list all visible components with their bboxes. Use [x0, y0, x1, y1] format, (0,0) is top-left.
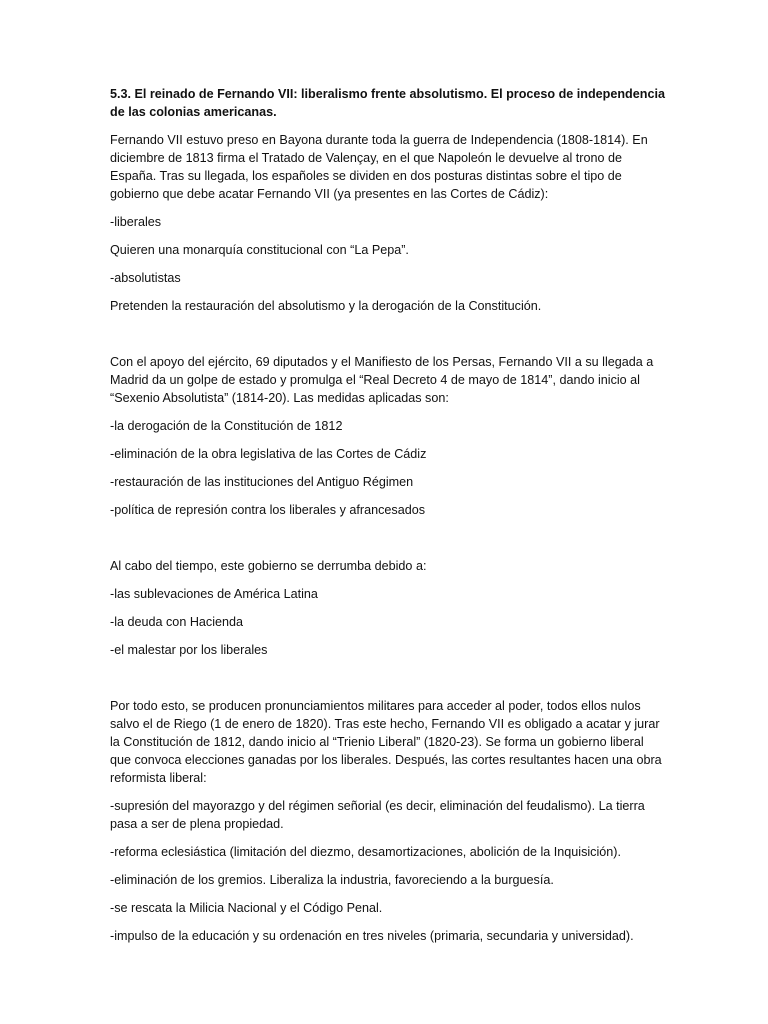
sexenio-paragraph: Con el apoyo del ejército, 69 diputados y el Manifiesto de los Persas, Fernando VII a su llegada a Madrid da un golpe de estado y promulga el “Real Decreto 4 de mayo de 1814”, dando inicio al “Sexenio Absolutista” (1814-20). Las medidas aplicadas son: [110, 355, 654, 405]
document-title: 5.3. El reinado de Fernando VII: liberalismo frente absolutismo. El proceso de independencia de las colonias americanas. [110, 87, 665, 119]
reforma-item: -reforma eclesiástica (limitación del diezmo, desamortizaciones, abolición de la Inquisición). [110, 845, 621, 859]
intro-paragraph: Fernando VII estuvo preso en Bayona durante toda la guerra de Independencia (1808-1814). En diciembre de 1813 firma el Tratado de Valençay, en el que Napoleón le devuelve al trono de España. Tras su llegada, los españoles se dividen en dos posturas distintas sobre el tipo de gobierno que debe acatar Fernando VII (ya presentes en las Cortes de Cádiz): [110, 133, 648, 201]
liberales-text: Quieren una monarquía constitucional con “La Pepa”. [110, 243, 409, 257]
document-body [110, 85, 666, 955]
medida-item: -política de represión contra los liberales y afrancesados [110, 503, 426, 517]
causa-item: -el malestar por los liberales [110, 643, 268, 657]
reforma-item: -eliminación de los gremios. Liberaliza la industria, favoreciendo a la burguesía. [110, 873, 554, 887]
medida-item: -la derogación de la Constitución de 1812 [110, 419, 343, 433]
causa-item: -las sublevaciones de América Latina [110, 587, 318, 601]
absolutistas-text: Pretenden la restauración del absolutismo y la derogación de la Constitución. [110, 299, 542, 313]
absolutistas-label: -absolutistas [110, 271, 181, 285]
medida-item: -restauración de las instituciones del Antiguo Régimen [110, 475, 414, 489]
causa-item: -la deuda con Hacienda [110, 615, 244, 629]
spacer [110, 325, 666, 353]
reforma-item: -impulso de la educación y su ordenación en tres niveles (primaria, secundaria y universidad). [110, 929, 634, 943]
spacer [110, 669, 666, 697]
derrumbe-intro: Al cabo del tiempo, este gobierno se derrumba debido a: [110, 559, 427, 573]
reforma-item: -supresión del mayorazgo y del régimen señorial (es decir, eliminación del feudalismo). La tierra pasa a ser de plena propiedad. [110, 799, 645, 831]
spacer [110, 529, 666, 557]
reforma-item: -se rescata la Milicia Nacional y el Código Penal. [110, 901, 383, 915]
medida-item: -eliminación de la obra legislativa de las Cortes de Cádiz [110, 447, 427, 461]
trienio-paragraph: Por todo esto, se producen pronunciamientos militares para acceder al poder, todos ellos nulos salvo el de Riego (1 de enero de 1820). Tras este hecho, Fernando VII es obligado a acatar y jurar la Constitución de 1812, dando inicio al “Trienio Liberal” (1820-23). Se forma un gobierno liberal que convoca elecciones ganadas por los liberales. Después, las cortes resultantes hacen una obra reformista liberal: [110, 699, 662, 785]
liberales-label: -liberales [110, 215, 162, 229]
